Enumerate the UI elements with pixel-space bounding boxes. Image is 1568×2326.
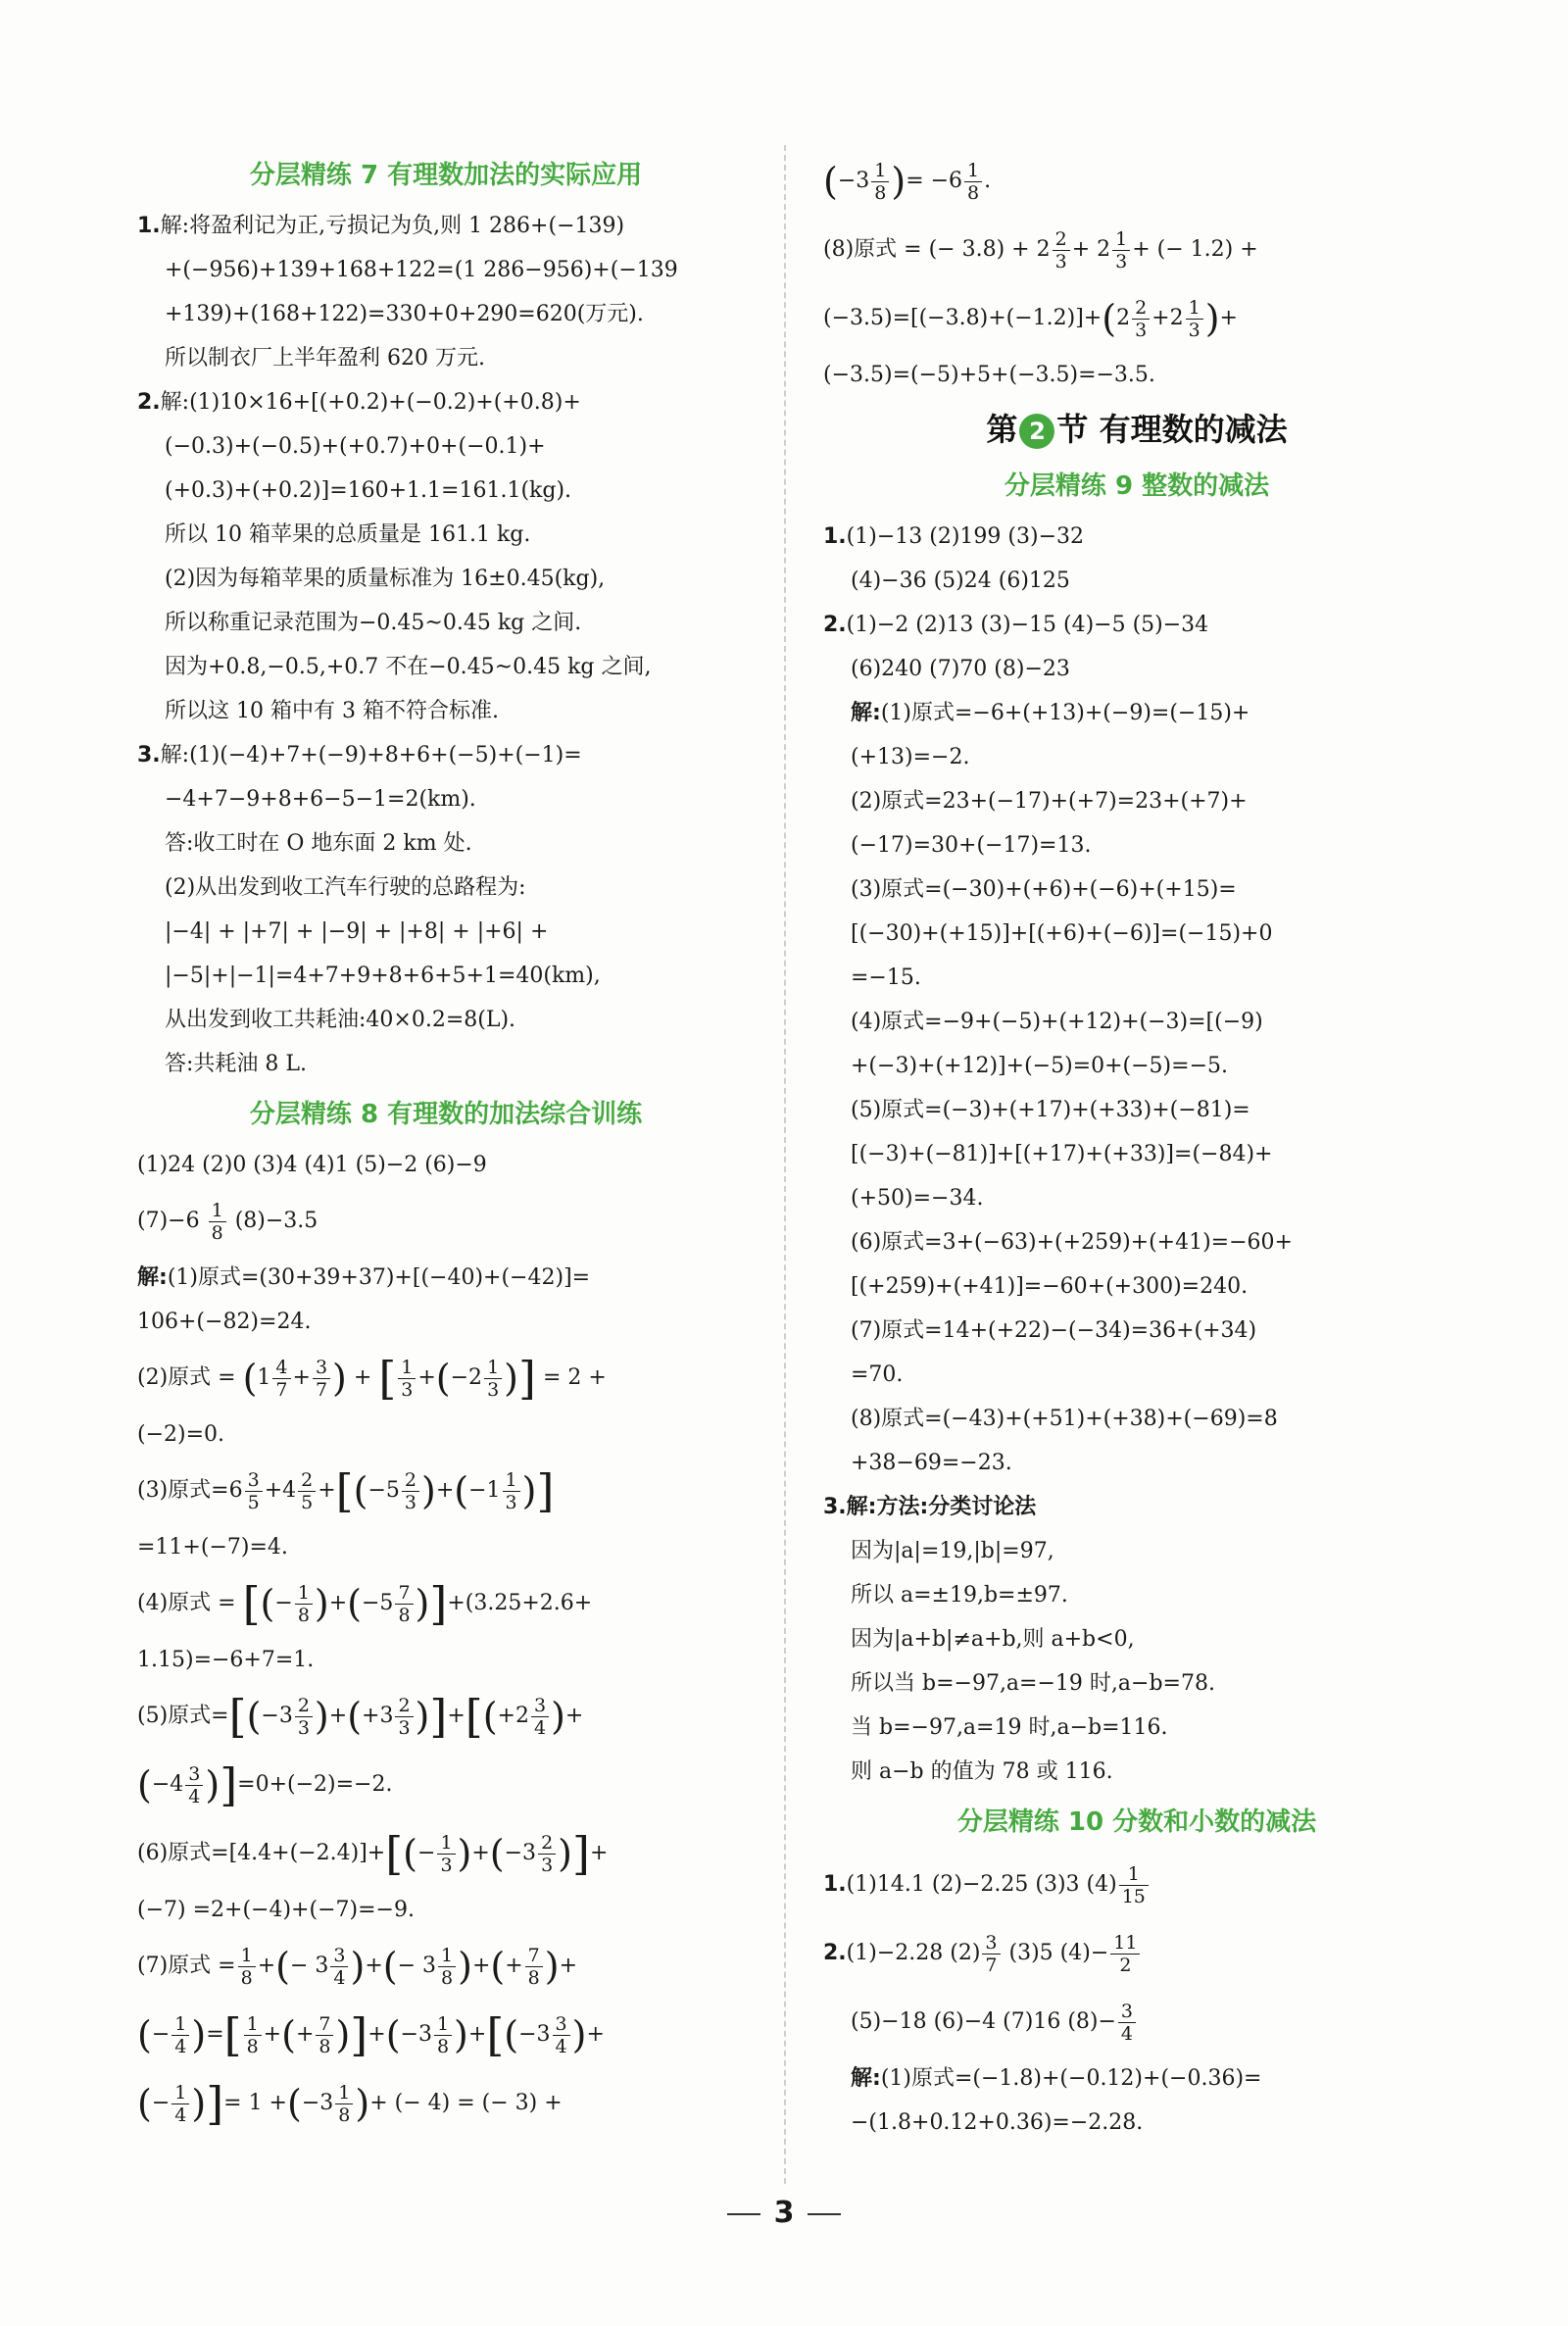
step-3: (3)原式=6 $\frac{3}{5}$ +4 $\frac{2}{5}$ +[(−5 $\frac{2}{3}$ )+(−1 $\frac{1}{3}$ )] xyxy=(137,1464,555,1517)
left-column xyxy=(137,147,755,2138)
exercise-heading-10: 分层精练 10 分数和小数的减法 xyxy=(956,1807,1317,1837)
page-number: 3 xyxy=(0,2196,1568,2230)
exercise-8-answers: (1)24 (2)0 (3)4 (4)1 (5)−2 (6)−9 (7)−6 $\frac{1}{8}$ (8)−3.5 解:(1)原式=(30+39+37)+[(−40)+(−42)]= 106+(−82)=24. (2)原式 = (1 $\frac{4}{7}$ + $\frac{3}{7}$ ) + [ $\frac{1}{3}$ +(−2 $\frac{1}{3}$ )] = 2 + (−2)=0. (3)原式=6 $\frac{3}{5}$ +4 $\frac{2}{5}$ +[(−5 $\frac{2}{3}$ )+(−1 $\frac{1}{3}$ )] =11+(−7)=4. (4)原式 = [(− $\frac{1}{8}$ )+(−5 $\frac{7}{8}$ )]+(3.25+2.6+ 1.15)=−6+7=1. (5)原式=[(−3 $\frac{2}{3}$ )+(+3 $\frac{2}{3}$ )]+[(+2 $\frac{3}{4}$ )+ (−4 $\frac{3}{4}$ )]=0+(−2)=−2. (6)原式=[4.4+(−2.4)]+[(− $\frac{1}{3}$ )+(−3 $\frac{2}{3}$ )]+ (−7) =2+(−4)+(−7)=−9. (7)原式 = $\frac{1}{8}$ +(− 3 $\frac{3}{4}$ )+(− 3 $\frac{1}{8}$ )+(+ $\frac{7}{8}$ )+ (− $\frac{1}{4}$ )=[ $\frac{1}{8}$ +(+ $\frac{7}{8}$ )]+(−3 $\frac{1}{8}$ )+[(−3 $\frac{3}{4}$ )+ (− $\frac{1}{4}$ )]= 1 +(−3 $\frac{1}{8}$ )+ (− 4) = (− 3) + xyxy=(137,1143,755,2138)
right-column xyxy=(823,147,1450,2145)
problem-3: 3.解:(1)(−4)+7+(−9)+8+6+(−5)+(−1)= −4+7−9+8+6−5−1=2(km). 答:收工时在 O 地东面 2 km 处. (2)从出发到收工汽车行驶的总路程为: |−4| + |+7| + |−9| + |+8| + |+6| + |−5|+|−1|=4+7+9+8+6+5+1=40(km), 从出发到收工共耗油:40×0.2=8(L). 答:共耗油 8 L. xyxy=(137,743,601,1076)
problem-number: 1. xyxy=(137,214,161,238)
section-number-badge: 2 xyxy=(1019,414,1054,449)
step-5: (5)原式=[(−3 $\frac{2}{3}$ )+(+3 $\frac{2}{3}$ )]+[(+2 $\frac{3}{4}$ )+ xyxy=(137,1690,584,1743)
problem-1: 1.解:将盈利记为正,亏损记为负,则 1 286+(−139) +(−956)+139+168+122=(1 286−956)+(−139 +139)+(168+122)=330+0+290=620(万元). 所以制衣厂上半年盈利 620 万元. xyxy=(137,214,678,371)
problem-number: 2. xyxy=(137,390,161,415)
continuation-step-7-8: (−3 $\frac{1}{8}$ )= −6 $\frac{1}{8}$ . (8)原式 = (− 3.8) + 2 $\frac{2}{3}$ + 2 $\frac{1}{3}$ + (− 1.2) + (−3.5)=[(−3.8)+(−1.2)]+(2 $\frac{2}{3}$ +2 $\frac{1}{3}$ )+ (−3.5)=(−5)+5+(−3.5)=−3.5. xyxy=(823,159,1258,387)
step-7: (7)原式 = $\frac{1}{8}$ +(− 3 $\frac{3}{4}$ )+(− 3 $\frac{1}{8}$ )+(+ $\frac{7}{8}$ )+ xyxy=(137,1944,577,1989)
step-4: (4)原式 = [(− $\frac{1}{8}$ )+(−5 $\frac{7}{8}$ )]+(3.25+2.6+ xyxy=(137,1577,593,1630)
exercise-9-answers: 1.(1)−13 (2)199 (3)−32 (4)−36 (5)24 (6)125 2.(1)−2 (2)13 (3)−15 (4)−5 (5)−34 (6)240 (7)70 (8)−23 解:(1)原式=−6+(+13)+(−9)=(−15)+ (+13)=−2. (2)原式=23+(−17)+(+7)=23+(+7)+ (−17)=30+(−17)=13. (3)原式=(−30)+(+6)+(−6)+(+15)= [(−30)+(+15)]+[(+6)+(−6)]=(−15)+0 =−15. (4)原式=−9+(−5)+(+12)+(−3)=[(−9) +(−3)+(+12)]+(−5)=0+(−5)=−5. (5)原式=(−3)+(+17)+(+33)+(−81)= [(−3)+(−81)]+[(+17)+(+33)]=(−84)+ (+50)=−34. (6)原式=3+(−63)+(+259)+(+41)=−60+ [(+259)+(+41)]=−60+(+300)=240. (7)原式=14+(+22)−(−34)=36+(+34) =70. (8)原式=(−43)+(+51)+(+38)+(−69)=8 +38−69=−23. 3.解:方法:分类讨论法 因为|a|=19,|b|=97, 所以 a=±19,b=±97. 因为|a+b|≠a+b,则 a+b<0, 所以当 b=−97,a=−19 时,a−b=78. 当 b=−97,a=19 时,a−b=116. 则 a−b 的值为 78 或 116. xyxy=(823,524,1293,1784)
exercise-heading-7: 分层精练 7 有理数加法的实际应用 xyxy=(249,161,643,190)
fraction: $\frac{1}{8}$ xyxy=(209,1200,226,1244)
section-title: 第 2 节 有理数的减法 xyxy=(986,411,1288,448)
page-number-dash-left xyxy=(727,2213,760,2215)
problem-number: 3. xyxy=(137,743,161,767)
exercise-heading-8: 分层精练 8 有理数的加法综合训练 xyxy=(249,1100,643,1129)
exercise-10-answers: 1.(1)14.1 (2)−2.25 (3)3 (4) $\frac{1}{15}$ 2.(1)−2.28 (2) $\frac{3}{7}$ (3)5 (4)− $\frac{11}{2}$ (5)−18 (6)−4 (7)16 (8)− $\frac{3}{4}$ 解:(1)原式=(−1.8)+(−0.12)+(−0.36)= −(1.8+0.12+0.36)=−2.28. xyxy=(823,1862,1262,2135)
step-2: (2)原式 = (1 $\frac{4}{7}$ + $\frac{3}{7}$ ) + [ $\frac{1}{3}$ +(−2 $\frac{1}{3}$ )] = 2 + xyxy=(137,1352,607,1405)
page-number-dash-right xyxy=(808,2213,841,2215)
step-6: (6)原式=[4.4+(−2.4)]+[(− $\frac{1}{3}$ )+(−3 $\frac{2}{3}$ )]+ xyxy=(137,1827,609,1880)
column-divider xyxy=(784,145,786,2184)
problem-2: 2.解:(1)10×16+[(+0.2)+(−0.2)+(+0.8)+ (−0.3)+(−0.5)+(+0.7)+0+(−0.1)+ (+0.3)+(+0.2)]=160+1.1=161.1(kg). 所以 10 箱苹果的总质量是 161.1 kg. (2)因为每箱苹果的质量标准为 16±0.45(kg), 所以称重记录范围为−0.45~0.45 kg 之间. 因为+0.8,−0.5,+0.7 不在−0.45~0.45 kg 之间, 所以这 10 箱中有 3 箱不符合标准. xyxy=(137,390,652,723)
exercise-heading-9: 分层精练 9 整数的减法 xyxy=(1004,471,1270,501)
